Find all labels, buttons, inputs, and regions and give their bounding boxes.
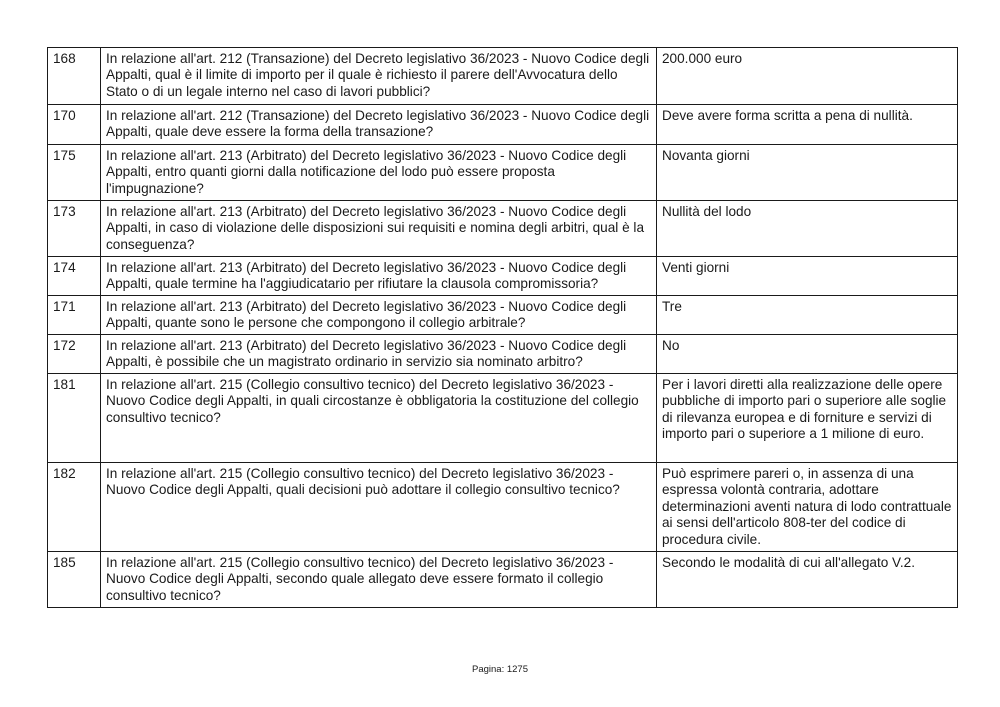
question-text: In relazione all'art. 215 (Collegio consultivo tecnico) del Decreto legislativo 36/2023 - Nuovo Codice degli Appalti, secondo quale allegato deve essere formato il collegio consultivo tecnico? — [101, 552, 657, 608]
question-number: 181 — [48, 374, 101, 463]
table-row — [48, 145, 958, 201]
table-row — [48, 105, 958, 145]
question-number: 175 — [48, 145, 101, 201]
answer-text: Novanta giorni — [657, 145, 958, 201]
page-number: Pagina: 1275 — [472, 664, 528, 675]
question-text: In relazione all'art. 213 (Arbitrato) del Decreto legislativo 36/2023 - Nuovo Codice degli Appalti, in caso di violazione delle disposizioni sui requisiti e nomina degli arbitri, qual è la conseguenza? — [101, 201, 657, 257]
question-text: In relazione all'art. 213 (Arbitrato) del Decreto legislativo 36/2023 - Nuovo Codice degli Appalti, è possibile che un magistrato ordinario in servizio sia nominato arbitro? — [101, 335, 657, 374]
answer-text: Può esprimere pareri o, in assenza di una espressa volontà contraria, adottare determinazioni aventi natura di lodo contrattuale ai sensi dell'articolo 808-ter del codice di procedura civile. — [657, 463, 958, 552]
answer-text: Venti giorni — [657, 257, 958, 296]
question-number: 185 — [48, 552, 101, 608]
question-number: 168 — [48, 48, 101, 105]
question-number: 170 — [48, 105, 101, 145]
question-number: 182 — [48, 463, 101, 552]
question-text: In relazione all'art. 213 (Arbitrato) del Decreto legislativo 36/2023 - Nuovo Codice degli Appalti, quante sono le persone che compongono il collegio arbitrale? — [101, 296, 657, 335]
table-row — [48, 552, 958, 608]
table-row — [48, 257, 958, 296]
question-text: In relazione all'art. 212 (Transazione) del Decreto legislativo 36/2023 - Nuovo Codice degli Appalti, qual è il limite di importo per il quale è richiesto il parere dell'Avvocatura dello Stato o di un legale interno nel caso di lavori pubblici? — [101, 48, 657, 105]
question-text: In relazione all'art. 215 (Collegio consultivo tecnico) del Decreto legislativo 36/2023 - Nuovo Codice degli Appalti, in quali circostanze è obbligatoria la costituzione del collegio consultivo tecnico? — [101, 374, 657, 463]
table-row — [48, 201, 958, 257]
question-number: 171 — [48, 296, 101, 335]
answer-text: No — [657, 335, 958, 374]
answer-text: Tre — [657, 296, 958, 335]
table-row — [48, 374, 958, 463]
table-row — [48, 463, 958, 552]
answer-text: Per i lavori diretti alla realizzazione delle opere pubbliche di importo pari o superiore alle soglie di rilevanza europea e di forniture e servizi di importo pari o superiore a 1 milione di euro. — [657, 374, 958, 463]
answer-text: Deve avere forma scritta a pena di nullità. — [657, 105, 958, 145]
answer-text: 200.000 euro — [657, 48, 958, 105]
question-text: In relazione all'art. 212 (Transazione) del Decreto legislativo 36/2023 - Nuovo Codice degli Appalti, quale deve essere la forma della transazione? — [101, 105, 657, 145]
question-text: In relazione all'art. 213 (Arbitrato) del Decreto legislativo 36/2023 - Nuovo Codice degli Appalti, quale termine ha l'aggiudicatario per rifiutare la clausola compromissoria? — [101, 257, 657, 296]
question-number: 173 — [48, 201, 101, 257]
answer-text: Secondo le modalità di cui all'allegato V.2. — [657, 552, 958, 608]
table-row — [48, 48, 958, 105]
answer-text: Nullità del lodo — [657, 201, 958, 257]
quiz-table — [47, 47, 958, 608]
table-row — [48, 335, 958, 374]
question-number: 174 — [48, 257, 101, 296]
question-number: 172 — [48, 335, 101, 374]
question-text: In relazione all'art. 213 (Arbitrato) del Decreto legislativo 36/2023 - Nuovo Codice degli Appalti, entro quanti giorni dalla notificazione del lodo può essere proposta l'impugnazione? — [101, 145, 657, 201]
table-row — [48, 296, 958, 335]
question-text: In relazione all'art. 215 (Collegio consultivo tecnico) del Decreto legislativo 36/2023 - Nuovo Codice degli Appalti, quali decisioni può adottare il collegio consultivo tecnico? — [101, 463, 657, 552]
